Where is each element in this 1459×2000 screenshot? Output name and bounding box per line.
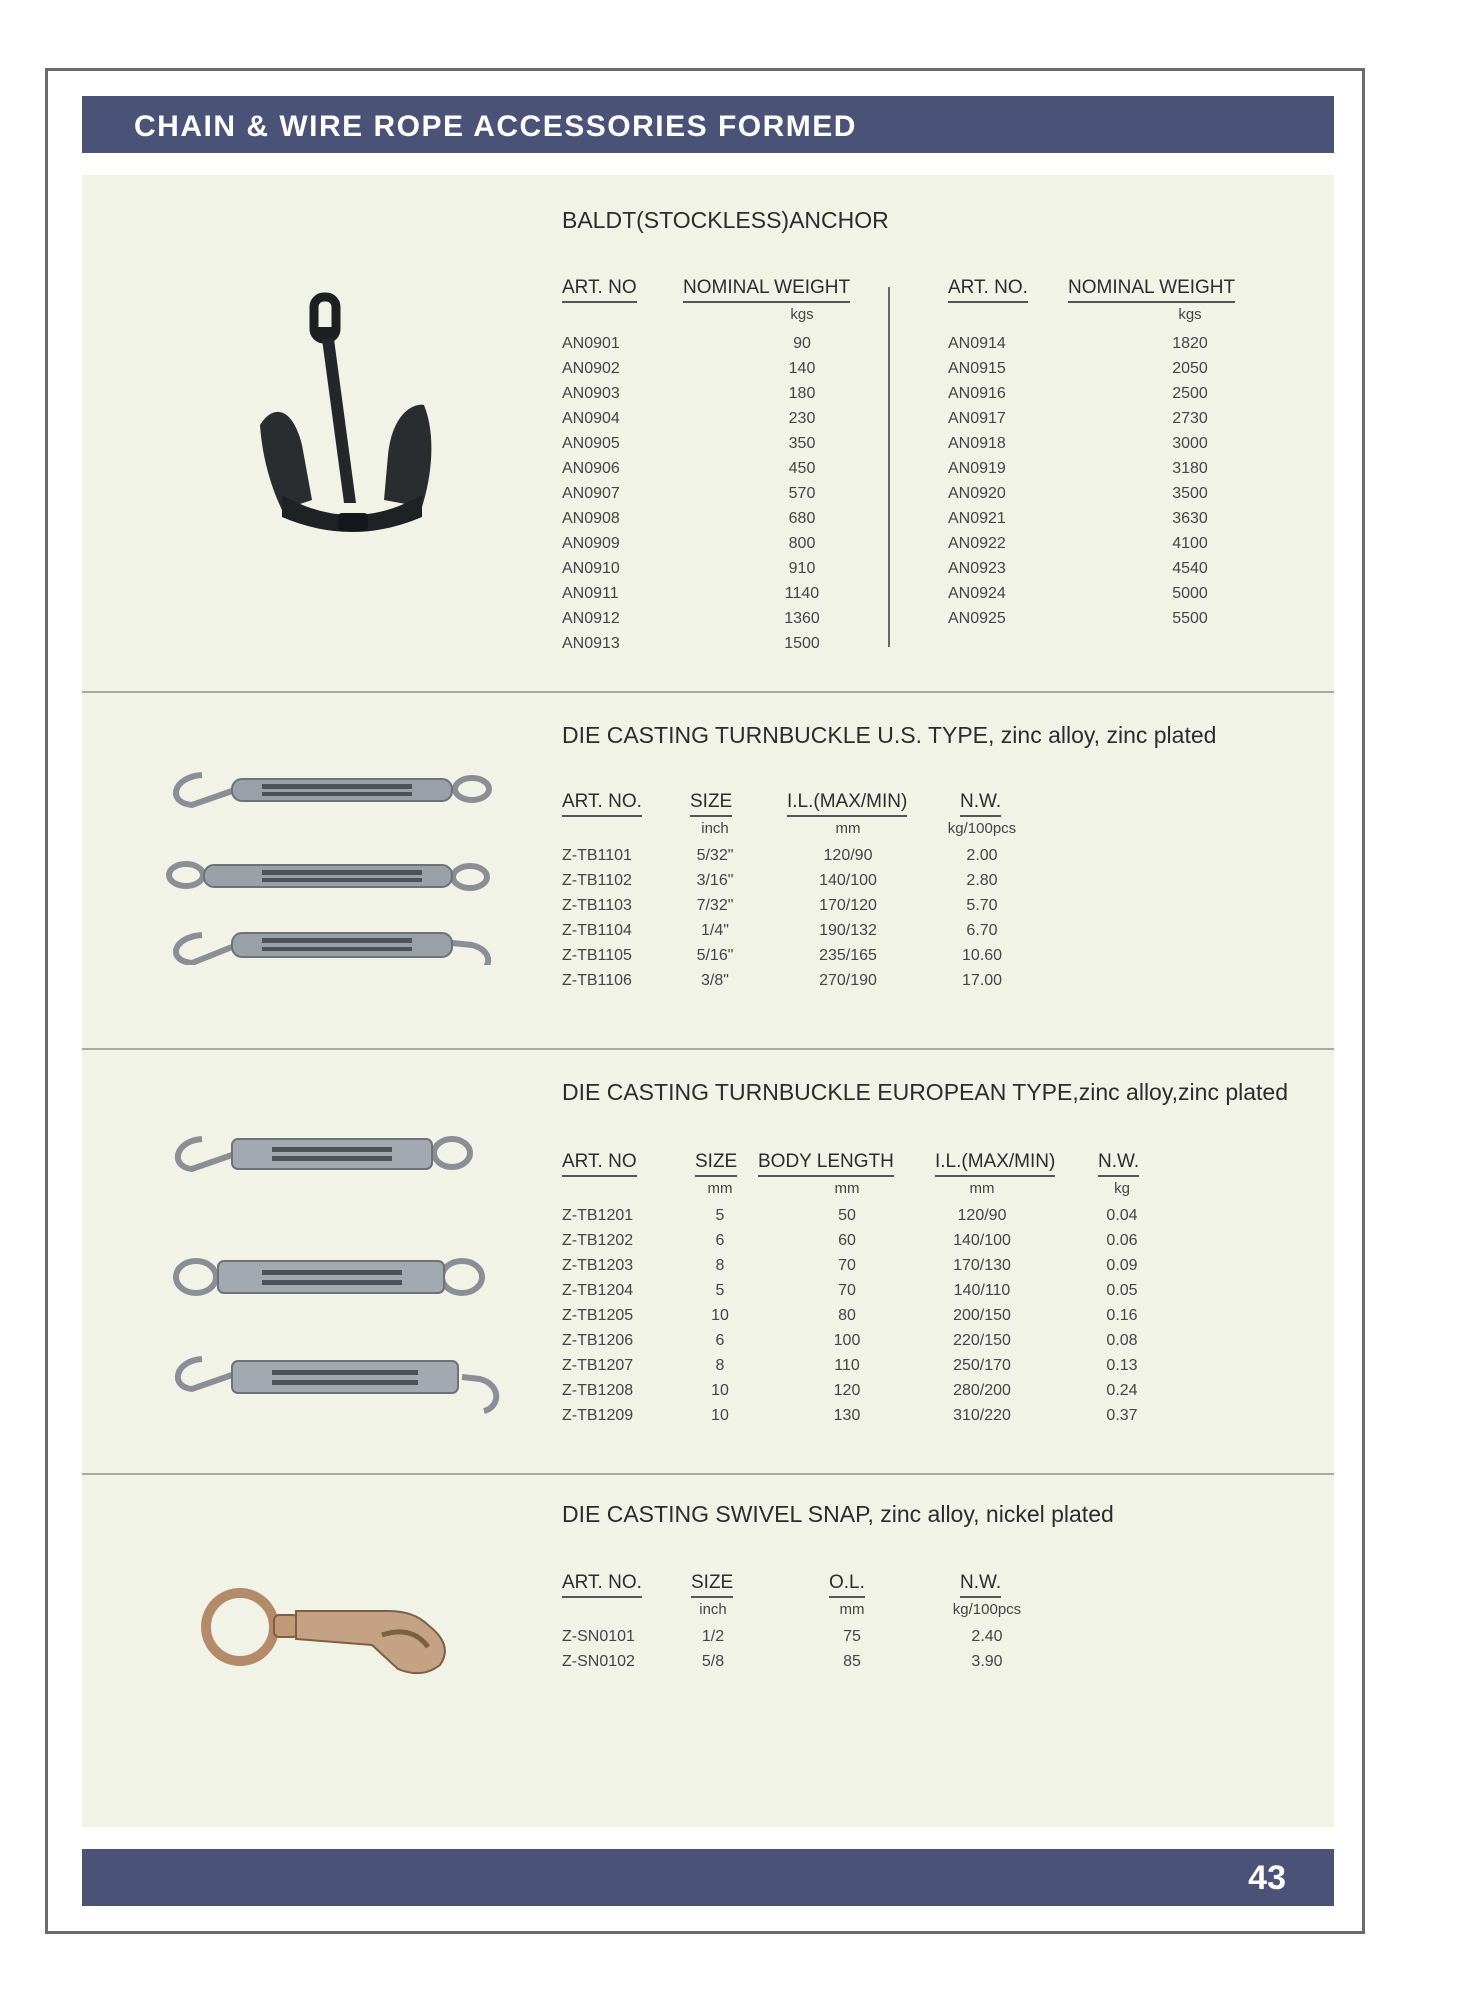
value-cell: 0.08 (1106, 1332, 1138, 1349)
art-no-cell: Z-TB1208 (562, 1382, 634, 1399)
eu-turnbuckle-title: DIE CASTING TURNBUCKLE EUROPEAN TYPE,zinc alloy,zinc plated (562, 1079, 1288, 1105)
turnbuckle_eu-header-0: ART. NO (562, 1151, 637, 1177)
swivel_snap-header-1: SIZE (691, 1572, 733, 1598)
value-cell: 200/150 (953, 1307, 1011, 1324)
turnbuckle_eu-unit-2: mm (834, 1180, 860, 1197)
art-no-cell: AN0918 (948, 435, 1006, 452)
value-cell: 6 (715, 1232, 725, 1249)
value-cell: 0.09 (1106, 1257, 1138, 1274)
art-no-cell: AN0910 (562, 560, 620, 577)
value-cell: 0.06 (1106, 1232, 1138, 1249)
art-no-cell: Z-SN0101 (562, 1628, 635, 1645)
art-no-cell: Z-TB1102 (562, 872, 632, 889)
us-turnbuckle-title: DIE CASTING TURNBUCKLE U.S. TYPE, zinc alloy, zinc plated (562, 722, 1217, 748)
value-cell: 120/90 (957, 1207, 1007, 1224)
turnbuckle_eu-header-2: BODY LENGTH (758, 1151, 894, 1177)
value-cell: 0.13 (1106, 1357, 1138, 1374)
value-cell: 10 (711, 1307, 729, 1324)
value-cell: 85 (843, 1653, 861, 1670)
value-cell: 5/32" (696, 847, 734, 864)
value-cell: 220/150 (953, 1332, 1011, 1349)
art-no-cell: Z-TB1204 (562, 1282, 634, 1299)
value-cell: 170/130 (953, 1257, 1011, 1274)
art-no-cell: AN0906 (562, 460, 620, 477)
value-cell: 280/200 (953, 1382, 1011, 1399)
art-no-cell: AN0913 (562, 635, 620, 652)
weight-cell: 1360 (784, 610, 820, 627)
us-turnbuckle-image (162, 735, 502, 965)
turnbuckle_eu-unit-3: mm (969, 1180, 995, 1197)
turnbuckle_us-header-2: I.L.(MAX/MIN) (787, 791, 907, 817)
turnbuckle_us-header-3: N.W. (960, 791, 1001, 817)
value-cell: 2.00 (966, 847, 998, 864)
value-cell: 235/165 (819, 947, 877, 964)
value-cell: 170/120 (819, 897, 877, 914)
turnbuckle_us-header-1: SIZE (690, 791, 732, 817)
art-no-cell: AN0911 (562, 585, 619, 602)
turnbuckle_eu-unit-4: kg (1114, 1180, 1130, 1197)
art-no-cell: AN0924 (948, 585, 1006, 602)
art-no-cell: Z-TB1207 (562, 1357, 634, 1374)
section-divider (82, 1473, 1334, 1475)
content-panel (82, 175, 1334, 1827)
value-cell: 270/190 (819, 972, 877, 989)
value-cell: 3/8" (701, 972, 729, 989)
weight-cell: 680 (788, 510, 816, 527)
value-cell: 110 (834, 1357, 860, 1374)
weight-cell: 3000 (1172, 435, 1208, 452)
turnbuckle_eu-header-1: SIZE (695, 1151, 737, 1177)
art-no-cell: AN0919 (948, 460, 1006, 477)
turnbuckle_eu-header-3: I.L.(MAX/MIN) (935, 1151, 1055, 1177)
value-cell: 0.04 (1106, 1207, 1138, 1224)
art-no-cell: AN0921 (948, 510, 1006, 527)
footer-bar (82, 1849, 1334, 1906)
weight-cell: 2500 (1172, 385, 1208, 402)
anchor-right-artno-header: ART. NO. (948, 277, 1028, 303)
value-cell: 5.70 (966, 897, 998, 914)
swivel_snap-header-2: O.L. (829, 1572, 865, 1598)
art-no-cell: AN0903 (562, 385, 620, 402)
swivel_snap-unit-3: kg/100pcs (952, 1601, 1022, 1618)
value-cell: 140/110 (953, 1282, 1011, 1299)
value-cell: 3/16" (696, 872, 734, 889)
anchor-left-artno-header: ART. NO (562, 277, 637, 303)
art-no-cell: AN0916 (948, 385, 1006, 402)
art-no-cell: Z-TB1106 (562, 972, 632, 989)
eu-turnbuckle-image (162, 1095, 502, 1415)
art-no-cell: Z-TB1105 (562, 947, 632, 964)
art-no-cell: AN0914 (948, 335, 1006, 352)
art-no-cell: Z-SN0102 (562, 1653, 635, 1670)
turnbuckle_us-unit-2: mm (835, 820, 861, 837)
swivel_snap-unit-1: inch (699, 1601, 727, 1618)
value-cell: 6.70 (966, 922, 998, 939)
value-cell: 5/8 (701, 1653, 725, 1670)
art-no-cell: AN0920 (948, 485, 1006, 502)
value-cell: 100 (833, 1332, 861, 1349)
swivel_snap-unit-2: mm (839, 1601, 865, 1618)
value-cell: 130 (833, 1407, 861, 1424)
header-bar (82, 96, 1334, 153)
value-cell: 7/32" (696, 897, 734, 914)
weight-cell: 1140 (784, 585, 820, 602)
value-cell: 140/100 (819, 872, 877, 889)
weight-cell: 3500 (1172, 485, 1208, 502)
weight-cell: 350 (788, 435, 816, 452)
value-cell: 75 (843, 1628, 861, 1645)
weight-cell: 570 (788, 485, 816, 502)
value-cell: 0.16 (1106, 1307, 1138, 1324)
value-cell: 1/2 (701, 1628, 725, 1645)
art-no-cell: AN0923 (948, 560, 1006, 577)
column-divider (888, 287, 890, 647)
value-cell: 10.60 (961, 947, 1003, 964)
weight-cell: 3180 (1172, 460, 1208, 477)
swivel-snap-title: DIE CASTING SWIVEL SNAP, zinc alloy, nickel plated (562, 1501, 1114, 1527)
art-no-cell: Z-TB1104 (562, 922, 632, 939)
value-cell: 310/220 (953, 1407, 1011, 1424)
art-no-cell: AN0907 (562, 485, 620, 502)
value-cell: 190/132 (819, 922, 877, 939)
weight-cell: 2050 (1172, 360, 1208, 377)
art-no-cell: AN0904 (562, 410, 620, 427)
art-no-cell: Z-TB1202 (562, 1232, 634, 1249)
swivel_snap-header-3: N.W. (960, 1572, 1001, 1598)
anchor-image (252, 285, 492, 575)
value-cell: 10 (711, 1407, 729, 1424)
art-no-cell: Z-TB1201 (562, 1207, 634, 1224)
art-no-cell: AN0901 (562, 335, 620, 352)
art-no-cell: Z-TB1203 (562, 1257, 634, 1274)
value-cell: 80 (838, 1307, 856, 1324)
art-no-cell: AN0905 (562, 435, 620, 452)
turnbuckle_us-unit-3: kg/100pcs (947, 820, 1017, 837)
weight-cell: 800 (788, 535, 816, 552)
anchor-right-weight-header: NOMINAL WEIGHT (1068, 277, 1235, 303)
turnbuckle_eu-unit-1: mm (707, 1180, 733, 1197)
value-cell: 10 (711, 1382, 729, 1399)
value-cell: 17.00 (961, 972, 1003, 989)
weight-cell: 5000 (1172, 585, 1208, 602)
section-divider (82, 691, 1334, 693)
anchor-left-unit: kgs (790, 306, 814, 323)
value-cell: 8 (715, 1257, 725, 1274)
art-no-cell: Z-TB1103 (562, 897, 632, 914)
anchor-section-title: BALDT(STOCKLESS)ANCHOR (562, 207, 889, 233)
art-no-cell: AN0902 (562, 360, 620, 377)
value-cell: 5 (715, 1207, 725, 1224)
weight-cell: 910 (788, 560, 816, 577)
value-cell: 2.80 (966, 872, 998, 889)
value-cell: 250/170 (953, 1357, 1011, 1374)
turnbuckle_us-unit-1: inch (701, 820, 729, 837)
weight-cell: 180 (788, 385, 816, 402)
section-divider (82, 1048, 1334, 1050)
art-no-cell: AN0922 (948, 535, 1006, 552)
weight-cell: 1820 (1172, 335, 1208, 352)
art-no-cell: AN0925 (948, 610, 1006, 627)
value-cell: 5/16" (696, 947, 734, 964)
value-cell: 70 (838, 1257, 856, 1274)
anchor-left-weight-header: NOMINAL WEIGHT (683, 277, 850, 303)
value-cell: 120/90 (823, 847, 873, 864)
value-cell: 50 (838, 1207, 856, 1224)
value-cell: 3.90 (971, 1653, 1003, 1670)
weight-cell: 230 (788, 410, 816, 427)
weight-cell: 5500 (1172, 610, 1208, 627)
value-cell: 120 (833, 1382, 861, 1399)
art-no-cell: AN0915 (948, 360, 1006, 377)
weight-cell: 4540 (1172, 560, 1208, 577)
value-cell: 70 (838, 1282, 856, 1299)
weight-cell: 450 (788, 460, 816, 477)
value-cell: 2.40 (971, 1628, 1003, 1645)
art-no-cell: Z-TB1206 (562, 1332, 634, 1349)
page-title: CHAIN & WIRE ROPE ACCESSORIES FORMED (134, 110, 857, 143)
art-no-cell: AN0912 (562, 610, 620, 627)
weight-cell: 90 (793, 335, 811, 352)
art-no-cell: Z-TB1101 (562, 847, 632, 864)
value-cell: 140/100 (953, 1232, 1011, 1249)
weight-cell: 1500 (784, 635, 820, 652)
value-cell: 0.24 (1106, 1382, 1138, 1399)
turnbuckle_us-header-0: ART. NO. (562, 791, 642, 817)
art-no-cell: AN0917 (948, 410, 1006, 427)
anchor-right-unit: kgs (1178, 306, 1202, 323)
weight-cell: 4100 (1172, 535, 1208, 552)
page-number: 43 (1248, 1859, 1286, 1897)
value-cell: 60 (838, 1232, 856, 1249)
value-cell: 5 (715, 1282, 725, 1299)
value-cell: 0.05 (1106, 1282, 1138, 1299)
value-cell: 6 (715, 1332, 725, 1349)
value-cell: 0.37 (1106, 1407, 1138, 1424)
art-no-cell: AN0908 (562, 510, 620, 527)
value-cell: 8 (715, 1357, 725, 1374)
art-no-cell: Z-TB1205 (562, 1307, 634, 1324)
art-no-cell: Z-TB1209 (562, 1407, 634, 1424)
art-no-cell: AN0909 (562, 535, 620, 552)
value-cell: 1/4" (701, 922, 729, 939)
swivel_snap-header-0: ART. NO. (562, 1572, 642, 1598)
swivel-snap-image (192, 1575, 482, 1685)
turnbuckle_eu-header-4: N.W. (1098, 1151, 1139, 1177)
weight-cell: 140 (788, 360, 816, 377)
weight-cell: 2730 (1172, 410, 1208, 427)
weight-cell: 3630 (1172, 510, 1208, 527)
